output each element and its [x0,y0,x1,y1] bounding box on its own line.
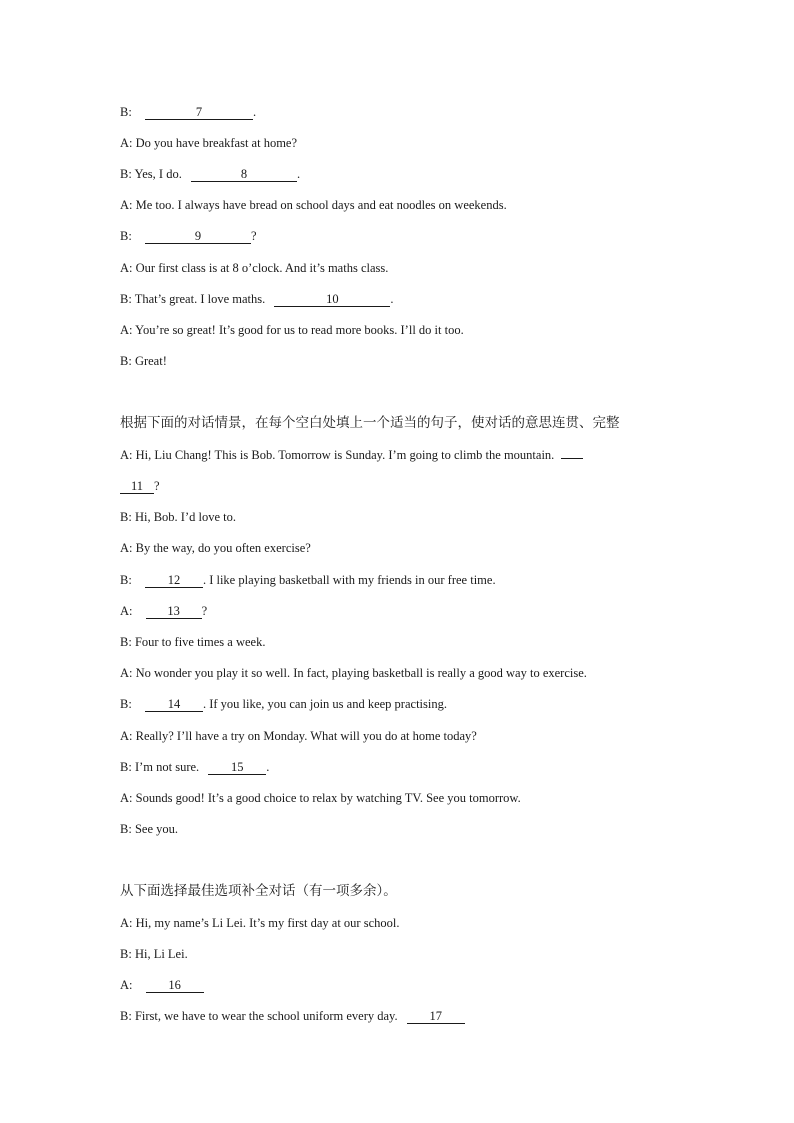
dialogue-line [120,728,477,744]
answer-blank-start [561,458,583,459]
speaker: A: [120,198,133,212]
speaker: B: [120,822,132,836]
section-heading: 从下面选择最佳选项补全对话（有一项多余）。 [120,883,397,899]
speaker: A: [120,666,133,680]
speaker: A: [120,978,133,992]
dialogue-line: 11 ? [120,478,160,494]
dialogue-line [120,634,265,650]
dialogue-line: B: 12 . I like playing basketball with my friends in our free time. [120,573,496,587]
dialogue-line: B: 7 . [120,105,257,119]
speaker: A: [120,604,133,618]
speaker: B: [120,105,132,119]
dialogue-line [120,977,204,993]
speaker: A: [120,541,133,555]
dialogue-text: Our first class is at 8 o’clock. And it’s maths class. [135,261,389,275]
dialogue-text: Four to five times a week. [134,635,266,649]
dialogue-line [120,322,464,338]
speaker: B: [120,1009,132,1023]
dialogue-line: B: I’m not sure. 15 . [120,760,270,774]
dialogue-line [120,135,297,151]
answer-blank[interactable]: 9 [145,229,251,244]
speaker: B: [120,697,132,711]
dialogue-text: Hi, Bob. I’d love to. [134,510,236,524]
dialogue-text: Hi, Li Lei. [134,947,188,961]
dialogue-line: B: 9 ? [120,229,257,243]
dialogue-text: Me too. I always have bread on school days and eat noodles on weekends. [135,198,507,212]
dialogue-text: That’s great. I love maths. [134,292,266,306]
dialogue-line [120,946,188,962]
speaker: B: [120,354,132,368]
dialogue-line [120,1008,465,1024]
speaker: A: [120,136,133,150]
dialogue-text: You’re so great! It’s good for us to read more books. I’ll do it too. [135,323,464,337]
dialogue-line [120,665,587,681]
dialogue-text: Do you have breakfast at home? [135,136,298,150]
dialogue-line [120,509,236,525]
dialogue-line: A: 13 ? [120,604,208,618]
dialogue-text: I’m not sure. [134,760,200,774]
speaker: A: [120,323,133,337]
answer-blank[interactable]: 11 [120,479,154,494]
speaker: A: [120,729,133,743]
answer-blank[interactable]: 14 [145,697,203,712]
dialogue-text: Hi, Liu Chang! This is Bob. Tomorrow is Sunday. I’m going to climb the mountain. [135,448,555,462]
dialogue-line [120,821,178,837]
dialogue-text: Sounds good! It’s a good choice to relax by watching TV. See you tomorrow. [135,791,521,805]
answer-blank[interactable]: 16 [146,978,204,993]
dialogue-line [120,540,311,556]
dialogue-text: No wonder you play it so well. In fact, playing basketball is really a good way to exercise. [135,666,587,680]
dialogue-line: B: That’s great. I love maths. 10 . [120,292,394,306]
speaker: B: [120,229,132,243]
speaker: A: [120,261,133,275]
dialogue-text: Hi, my name’s Li Lei. It’s my first day at our school. [135,916,400,930]
dialogue-line [120,197,507,213]
answer-blank[interactable]: 15 [208,760,266,775]
dialogue-line [120,260,388,276]
dialogue-line [120,353,167,369]
speaker: A: [120,916,133,930]
dialogue-text: First, we have to wear the school uniform every day. [134,1009,398,1023]
answer-blank[interactable]: 7 [145,105,253,120]
answer-blank[interactable]: 17 [407,1009,465,1024]
speaker: B: [120,947,132,961]
answer-blank[interactable]: 8 [191,167,297,182]
answer-blank[interactable]: 12 [145,573,203,588]
dialogue-line: B: 14 . If you like, you can join us and keep practising. [120,697,447,711]
dialogue-text: Really? I’ll have a try on Monday. What will you do at home today? [135,729,477,743]
speaker: B: [120,635,132,649]
speaker: A: [120,448,133,462]
answer-blank[interactable]: 13 [146,604,202,619]
speaker: B: [120,510,132,524]
speaker: A: [120,791,133,805]
dialogue-text: Great! [134,354,167,368]
section-heading: 根据下面的对话情景，在每个空白处填上一个适当的句子，使对话的意思连贯、完整 [120,415,620,431]
dialogue-line [120,915,399,931]
speaker: B: [120,573,132,587]
dialogue-text: By the way, do you often exercise? [135,541,311,555]
dialogue-line [120,447,583,463]
dialogue-text: Yes, I do. [134,167,182,181]
dialogue-line [120,790,521,806]
answer-blank[interactable]: 10 [274,292,390,307]
speaker: B: [120,760,132,774]
dialogue-line: B: Yes, I do. 8 . [120,167,301,181]
dialogue-text: See you. [134,822,178,836]
speaker: B: [120,292,132,306]
speaker: B: [120,167,132,181]
